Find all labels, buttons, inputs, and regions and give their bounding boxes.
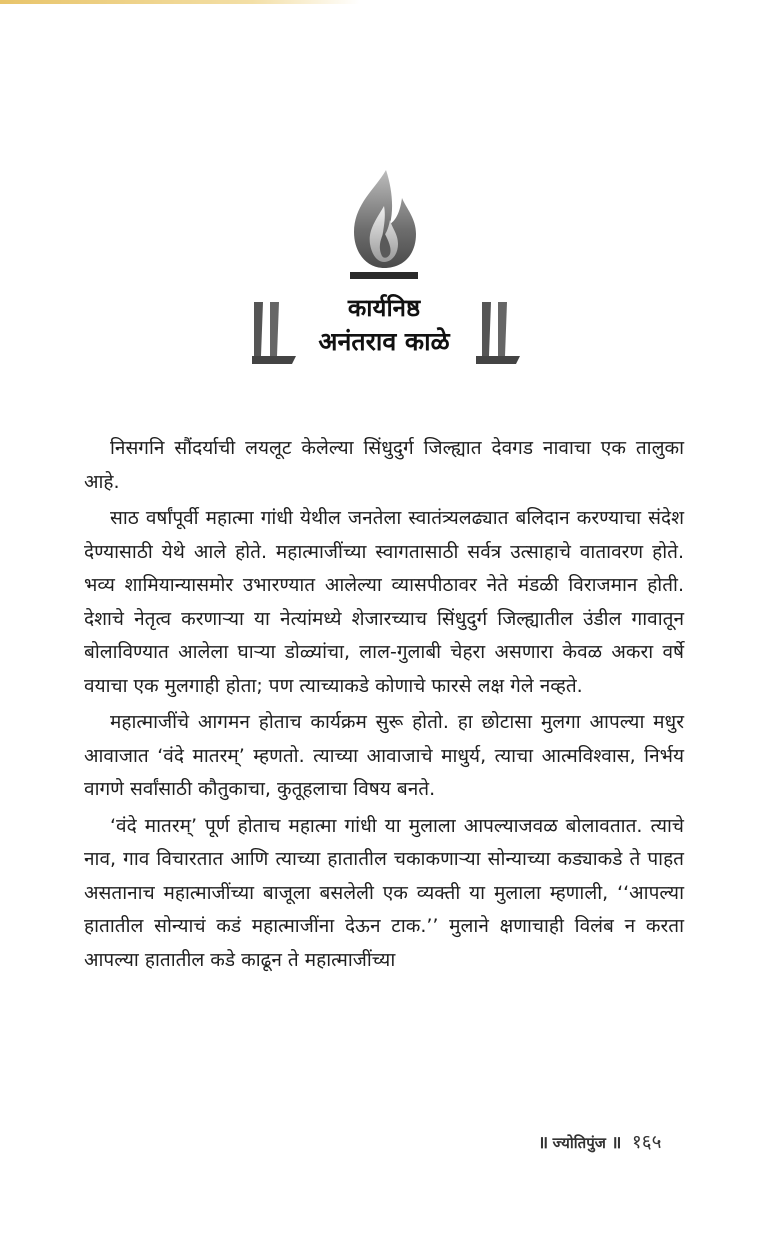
paragraph: निसगनि सौंदर्याची लयलूट केलेल्या सिंधुदुर्ग जिल्ह्यात देवगड नावाचा एक तालुका आहे. bbox=[84, 437, 684, 493]
footer-right-separator: ॥ bbox=[611, 1133, 621, 1153]
paragraph: महात्माजींचे आगमन होताच कार्यक्रम सुरू होतो. हा छोटासा मुलगा आपल्या मधुर आवाजात ‘वंदे मातरम्’ म्हणतो. त्याच्या आवाजाचे माधुर्य, त्याचा आत्मविश्वास, निर्भय वागणे सर्वांसाठी कौतुकाचा, कुतूहलाचा विषय बनते. bbox=[84, 711, 684, 800]
footer-left-separator: ॥ bbox=[538, 1133, 548, 1153]
lamp-flame-icon bbox=[346, 168, 422, 286]
paragraph: ‘वंदे मातरम्’ पूर्ण होताच महात्मा गांधी या मुलाला आपल्याजवळ बोलावतात. त्याचे नाव, गाव विचारतात आणि त्याच्या हातातील चकाकणाऱ्या सोन्याच्या कड्याकडे ते पाहत असतानाच महात्माजींच्या बाजूला बसलेली एक व्यक्ती या मुलाला म्हणाली, ‘‘आपल्या हातातील सोन्याचं कडं महात्माजींना देऊन टाक.’’ मुलाने क्षणाचाही विलंब न करता आपल्या हातातील कडे काढून ते महात्माजींच्या bbox=[84, 814, 684, 971]
chapter-body bbox=[84, 432, 684, 977]
right-ornament-bars-icon bbox=[474, 298, 522, 364]
chapter-title-block bbox=[250, 292, 530, 370]
page-footer bbox=[538, 1128, 698, 1156]
top-edge-strip bbox=[0, 0, 360, 4]
chapter-title-line1: कार्यनिष्ठ bbox=[347, 294, 421, 322]
page-number: १६५ bbox=[631, 1131, 662, 1153]
paragraph: साठ वर्षांपूर्वी महात्मा गांधी येथील जनतेला स्वातंत्र्यलढ्यात बलिदान करण्याचा संदेश देण्यासाठी येथे आले होते. महात्माजींच्या स्वागतासाठी सर्वत्र उत्साहाचे वातावरण होते. भव्य शामियान्यासमोर उभारण्यात आलेल्या व्यासपीठावर नेते मंडळी विराजमान होती. देशाचे नेतृत्व करणाऱ्या या नेत्यांमध्ये शेजारच्याच सिंधुदुर्ग जिल्ह्यातील उंडील गावातून बोलाविण्यात आलेला घाऱ्या डोळ्यांचा, लाल-गुलाबी चेहरा असणारा केवळ अकरा वर्षे वयाचा एक मुलगाही होता; पण त्याच्याकडे कोणाचे फारसे लक्ष गेले नव्हते. bbox=[84, 507, 684, 697]
footer-book-name: ज्योतिपुंज bbox=[552, 1134, 606, 1152]
chapter-title-line2: अनंतराव काळे bbox=[318, 327, 450, 356]
